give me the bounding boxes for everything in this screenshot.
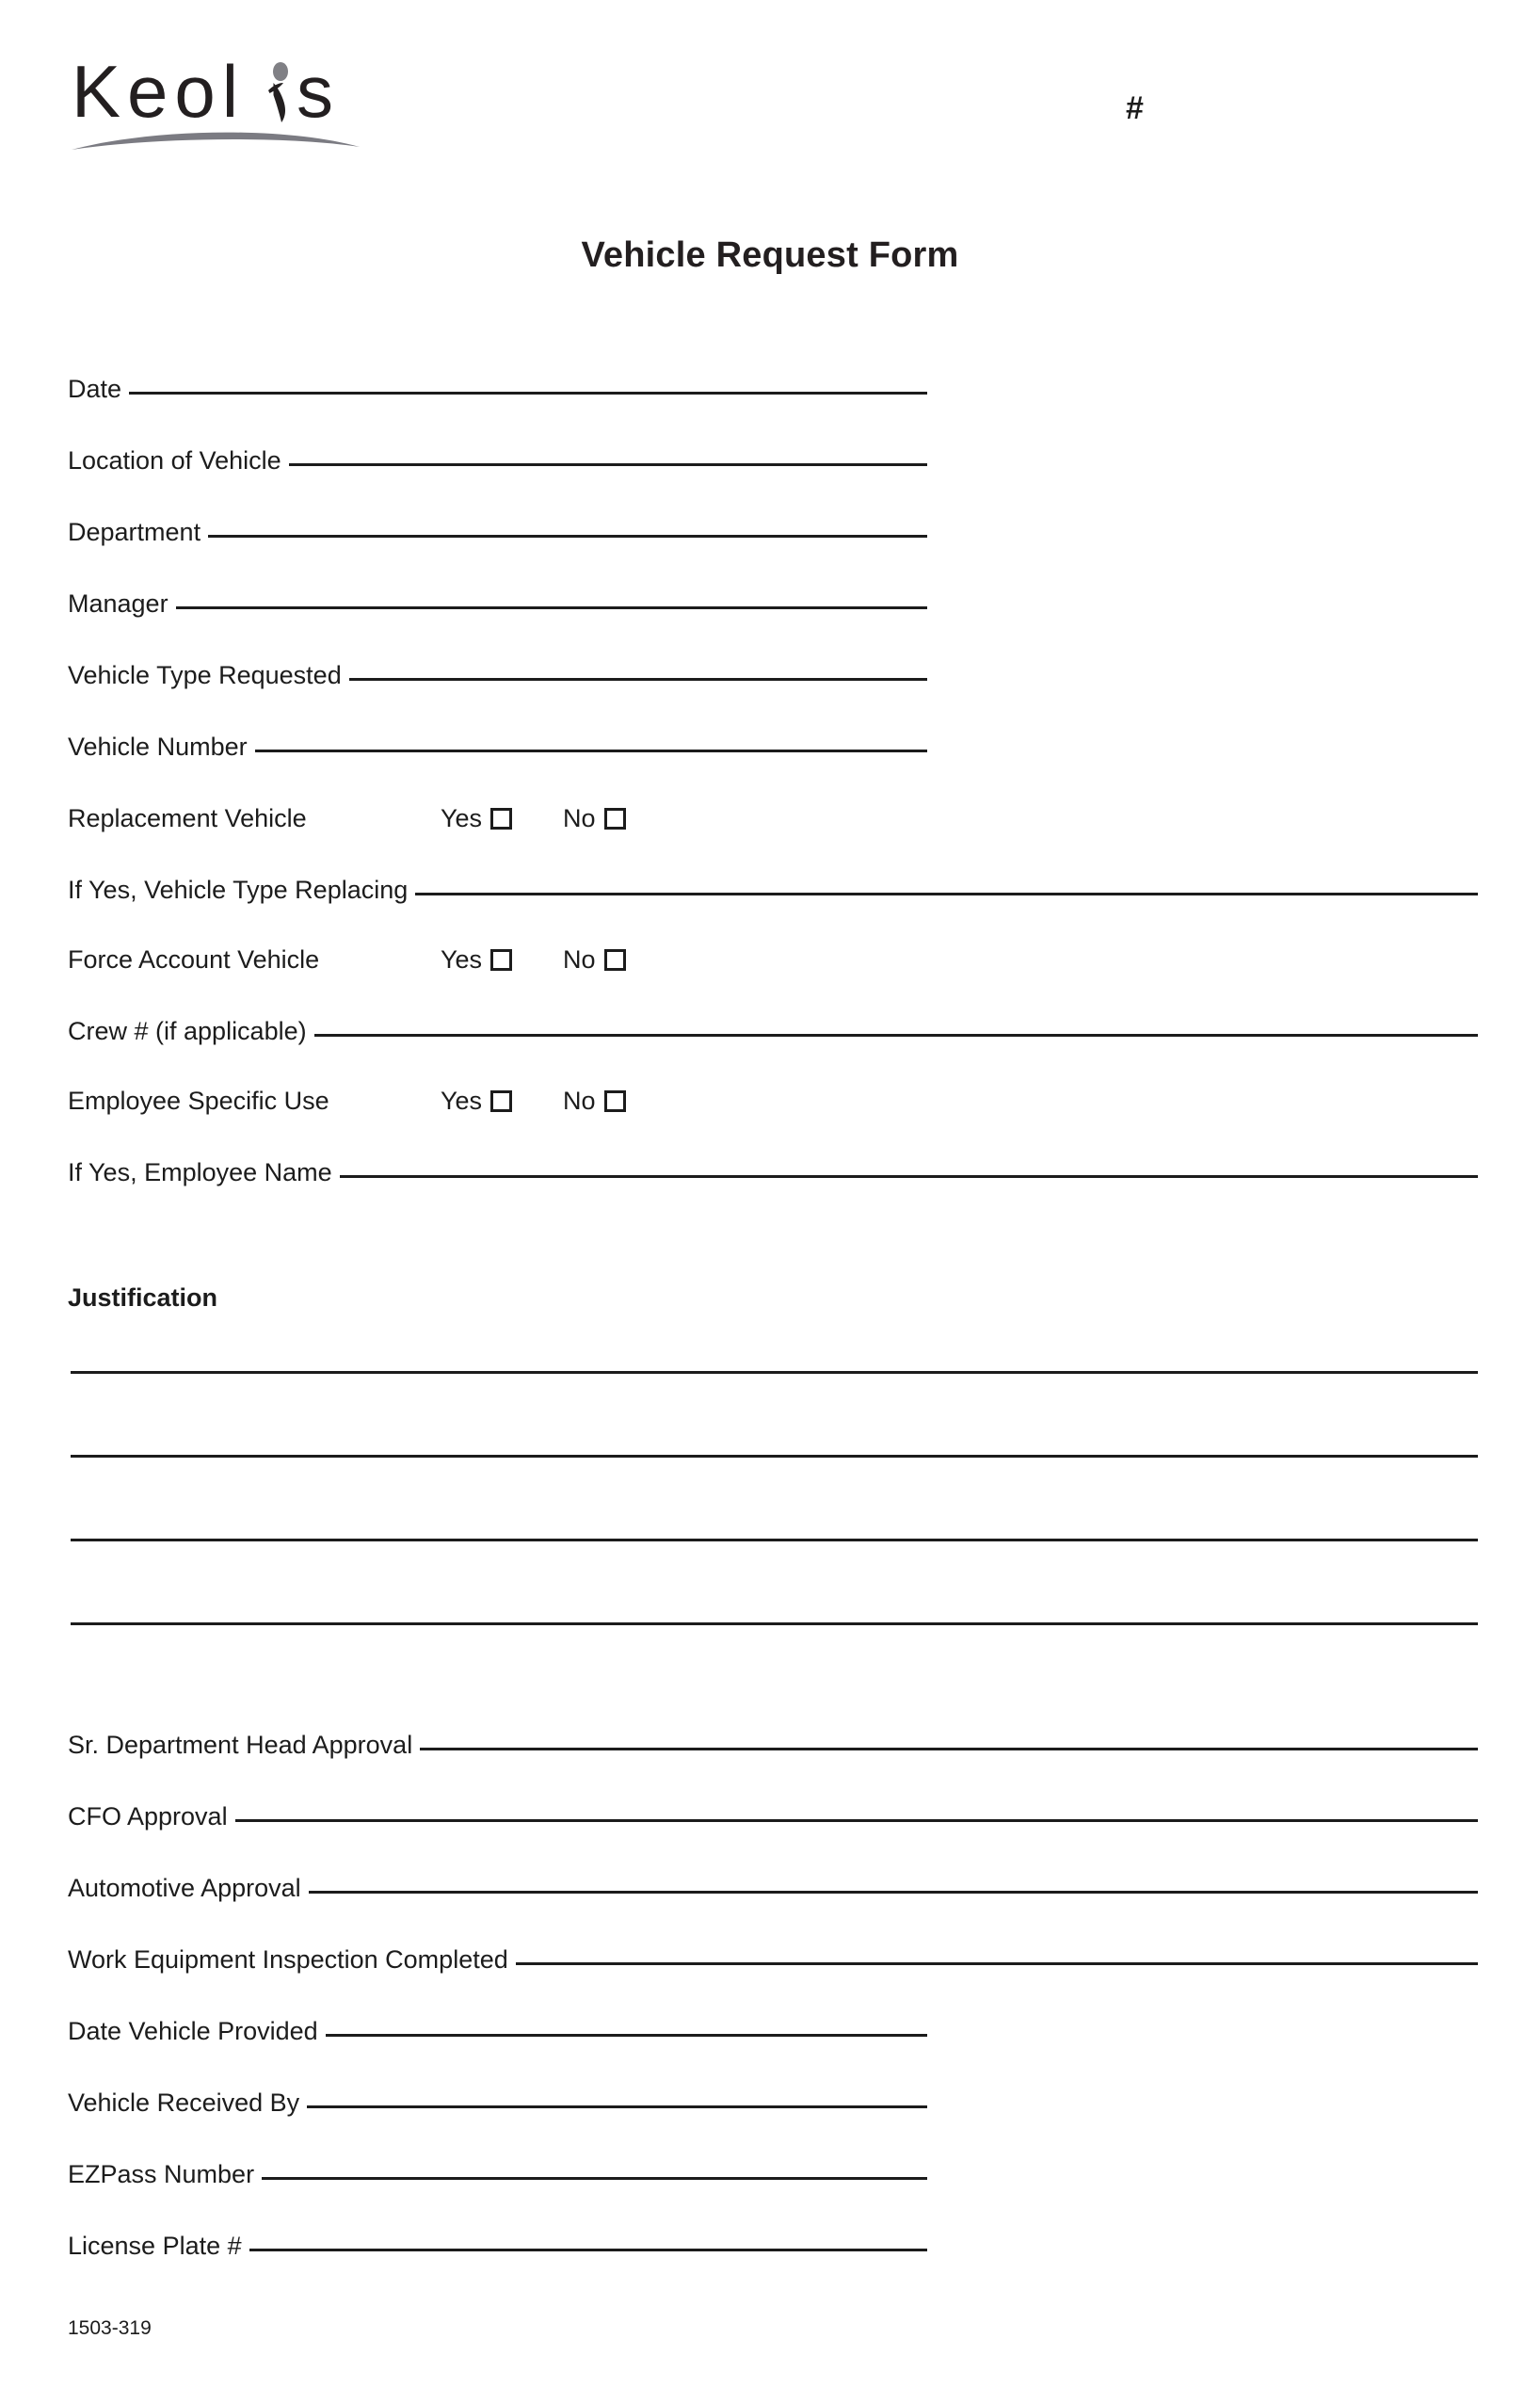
field-row-vehicle-received-by [68,2090,927,2116]
field-label-vehicle-received-by: Vehicle Received By [68,2089,300,2117]
field-label-manager: Manager [68,589,168,618]
field-row-vehicle-number [68,734,927,760]
checkbox-row-label-replacement-vehicle: Replacement Vehicle [68,804,307,832]
field-row-cfo-approval [68,1804,1478,1830]
checkbox-option-force-account-vehicle-no[interactable] [563,947,626,973]
justification-line-4[interactable] [71,1622,1478,1625]
checkbox-row-replacement-vehicle [68,806,626,831]
field-label-cfo-approval: CFO Approval [68,1802,228,1830]
field-input-location-of-vehicle[interactable] [289,463,927,466]
field-input-department[interactable] [208,535,927,538]
checkbox-force-account-vehicle-no[interactable] [604,949,626,971]
field-row-crew-if-applicable [68,1019,1478,1044]
checkbox-row-label-employee-specific-use: Employee Specific Use [68,1087,329,1115]
checkbox-replacement-vehicle-yes[interactable] [490,808,512,830]
field-input-vehicle-number[interactable] [255,750,927,752]
checkbox-replacement-vehicle-no[interactable] [604,808,626,830]
checkbox-option-label-yes: Yes [441,804,483,832]
field-label-vehicle-number: Vehicle Number [68,733,248,761]
page-title: Vehicle Request Form [581,235,959,275]
field-row-sr-department-head-approval [68,1733,1478,1758]
checkbox-option-label-no: No [563,804,596,832]
checkbox-option-label-no: No [563,1087,596,1115]
justification-line-1[interactable] [71,1371,1478,1374]
field-input-date[interactable] [129,392,927,395]
checkbox-option-label-yes: Yes [441,945,483,974]
field-row-location-of-vehicle [68,448,927,474]
checkbox-employee-specific-use-yes[interactable] [490,1090,512,1112]
checkbox-option-label-yes: Yes [441,1087,483,1115]
logo-wordmark-right: s [297,50,340,133]
field-label-sr-department-head-approval: Sr. Department Head Approval [68,1731,413,1759]
field-label-license-plate: License Plate # [68,2232,242,2260]
justification-line-2[interactable] [71,1455,1478,1458]
field-row-license-plate [68,2234,927,2259]
field-row-date [68,377,927,402]
checkbox-force-account-vehicle-yes[interactable] [490,949,512,971]
checkbox-option-employee-specific-use-no[interactable] [563,1089,626,1114]
field-label-location-of-vehicle: Location of Vehicle [68,446,281,475]
logo-wordmark-left: Keol [72,50,246,133]
field-input-date-vehicle-provided[interactable] [326,2034,927,2037]
field-input-license-plate[interactable] [249,2249,927,2251]
checkbox-row-label-force-account-vehicle: Force Account Vehicle [68,945,320,974]
checkbox-option-employee-specific-use-yes[interactable] [441,1089,512,1114]
field-row-manager [68,591,927,617]
field-label-vehicle-type-requested: Vehicle Type Requested [68,661,342,689]
checkbox-option-replacement-vehicle-no[interactable] [563,806,626,831]
field-input-ezpass-number[interactable] [262,2177,927,2180]
field-label-ezpass-number: EZPass Number [68,2160,255,2188]
field-label-department: Department [68,518,201,546]
field-input-crew-if-applicable[interactable] [314,1034,1478,1037]
field-input-cfo-approval[interactable] [235,1819,1478,1822]
field-label-automotive-approval: Automotive Approval [68,1874,301,1902]
document-number: # [1126,90,1144,126]
field-row-department [68,520,927,545]
checkbox-row-employee-specific-use [68,1089,626,1114]
field-row-automotive-approval [68,1876,1478,1901]
field-row-work-equipment-inspection-completed [68,1947,1478,1973]
justification-line-3[interactable] [71,1539,1478,1541]
field-label-crew-if-applicable: Crew # (if applicable) [68,1017,307,1045]
field-input-vehicle-received-by[interactable] [307,2105,927,2108]
field-input-sr-department-head-approval[interactable] [420,1748,1478,1750]
field-row-ezpass-number [68,2162,927,2187]
field-label-date-vehicle-provided: Date Vehicle Provided [68,2017,318,2045]
field-row-if-yes-vehicle-type-replacing [68,878,1478,903]
checkbox-employee-specific-use-no[interactable] [604,1090,626,1112]
field-input-if-yes-employee-name[interactable] [340,1175,1478,1178]
field-row-if-yes-employee-name [68,1160,1478,1185]
checkbox-row-force-account-vehicle [68,947,626,973]
field-input-vehicle-type-requested[interactable] [349,678,927,681]
field-input-work-equipment-inspection-completed[interactable] [516,1962,1478,1965]
field-input-if-yes-vehicle-type-replacing[interactable] [415,893,1478,895]
field-input-manager[interactable] [176,606,927,609]
field-input-automotive-approval[interactable] [309,1891,1478,1894]
form-code: 1503-319 [68,2317,152,2339]
checkbox-option-label-no: No [563,945,596,974]
field-row-date-vehicle-provided [68,2019,927,2044]
checkbox-option-force-account-vehicle-yes[interactable] [441,947,512,973]
justification-heading: Justification [68,1283,218,1312]
field-label-if-yes-vehicle-type-replacing: If Yes, Vehicle Type Replacing [68,876,409,904]
field-label-date: Date [68,375,122,403]
checkbox-option-replacement-vehicle-yes[interactable] [441,806,512,831]
field-label-work-equipment-inspection-completed: Work Equipment Inspection Completed [68,1945,508,1974]
field-row-vehicle-type-requested [68,663,927,688]
field-label-if-yes-employee-name: If Yes, Employee Name [68,1158,332,1186]
